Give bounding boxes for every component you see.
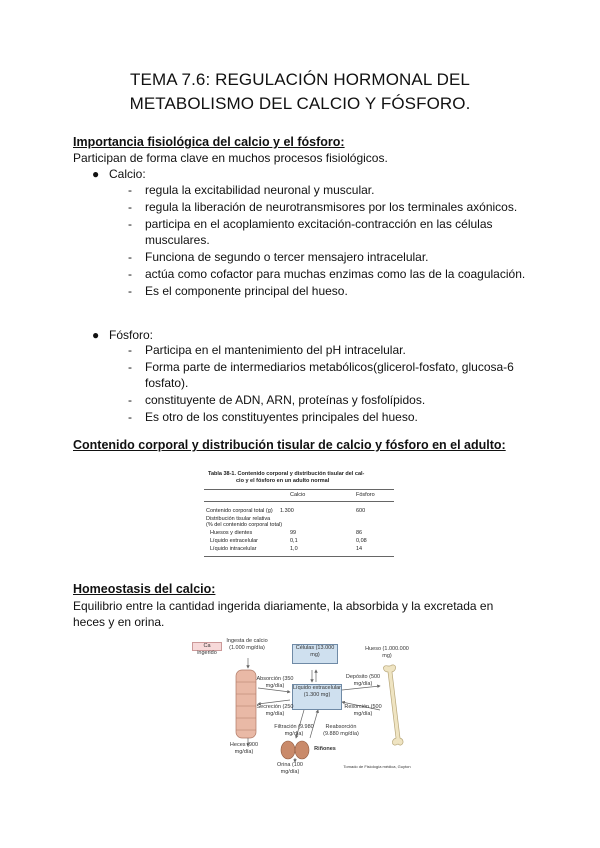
label-ingesta: Ingesta de calcio (1.000 mg/día) bbox=[226, 638, 268, 651]
label-secrecion: Secreción (250 mg/día) bbox=[256, 704, 294, 717]
table-rule bbox=[204, 556, 394, 557]
table-cell-calcio: 1,0 bbox=[290, 546, 298, 552]
table-cell-label: Líquido intracelular bbox=[210, 546, 257, 552]
homeostasis-text-1: Equilibrio entre la cantidad ingerida diariamente, la absorbida y la excretada en bbox=[73, 599, 494, 613]
image-credit: Tomado de Fisiología médica, Guyton bbox=[343, 764, 411, 769]
table-rule bbox=[204, 489, 394, 490]
label-deposito: Depósito (500 mg/día) bbox=[345, 674, 381, 687]
label-absorcion: Absorción (350 mg/día) bbox=[256, 676, 294, 689]
table-cell-label: Huesos y dientes bbox=[210, 530, 253, 536]
bullet-fosforo-label: Fósforo: bbox=[109, 328, 154, 342]
list-item: - participa en el acoplamiento excitación-contracción en las células musculares. bbox=[128, 216, 528, 248]
table-row bbox=[206, 522, 396, 528]
box-liquido-extracelular: Líquido extracelular (1.300 mg) bbox=[292, 684, 342, 710]
section-heading-contenido: Contenido corporal y distribución tisular de calcio y fósforo en el adulto: bbox=[73, 438, 506, 452]
table-row bbox=[206, 538, 396, 544]
title-line-1: TEMA 7.6: REGULACIÓN HORMONAL DEL bbox=[130, 70, 470, 89]
label-rinones: Riñones bbox=[314, 746, 336, 752]
ingested-tag: Ca ingerido bbox=[192, 642, 222, 651]
section-intro: Participan de forma clave en muchos procesos fisiológicos. bbox=[73, 151, 388, 165]
list-item: - regula la excitabilidad neuronal y muscular. bbox=[128, 182, 528, 198]
label-orina: Orina (100 mg/día) bbox=[277, 762, 303, 775]
table-rule bbox=[204, 501, 394, 502]
table-cell-fosforo: 14 bbox=[356, 546, 363, 552]
table-cell-fosforo: 0,08 bbox=[356, 538, 367, 544]
table-cell-label: Líquido extracelular bbox=[210, 538, 259, 544]
table-cell-fosforo: 86 bbox=[356, 530, 363, 536]
title-line-2: METABOLISMO DEL CALCIO Y FÓSFORO. bbox=[129, 94, 471, 113]
list-item: - Forma parte de intermediarios metabólicos(glicerol-fosfato, glucosa-6 fosfato). bbox=[128, 359, 528, 391]
table-row bbox=[206, 530, 396, 536]
bullet-dot-icon: ● bbox=[92, 328, 100, 342]
label-resorcion: Resorción (500 mg/día) bbox=[344, 704, 382, 717]
list-item: - actúa como cofactor para muchas enzimas como las de la coagulación. bbox=[128, 266, 528, 282]
label-heces: Heces (900 mg/día) bbox=[229, 742, 259, 755]
table-caption-1: Tabla 38-1. Contenido corporal y distribución tisular del cal- bbox=[208, 471, 365, 477]
table-row bbox=[206, 546, 396, 552]
table-caption-2: cio y el fósforo en un adulto normal bbox=[236, 478, 330, 484]
list-item: - regula la liberación de neurotransmisores por los terminales axónicos. bbox=[128, 199, 528, 215]
table-col-fosforo: Fósforo bbox=[356, 492, 375, 498]
table-row bbox=[206, 508, 396, 514]
table-cell-calcio: 0,1 bbox=[290, 538, 298, 544]
bullet-fosforo bbox=[92, 327, 153, 343]
table-cell-label: Contenido corporal total (g) bbox=[206, 508, 273, 514]
calcio-list bbox=[128, 182, 528, 300]
bullet-calcio-label: Calcio: bbox=[109, 167, 146, 181]
homeostasis-text-2: heces y en orina. bbox=[73, 615, 165, 629]
list-item: - Es otro de los constituyentes principales del hueso. bbox=[128, 409, 528, 425]
label-reabsorcion: Reabsorción (9.880 mg/día) bbox=[323, 724, 359, 737]
table-col-calcio: Calcio bbox=[290, 492, 306, 498]
box-celulas: Células (13.000 mg) bbox=[292, 644, 338, 664]
list-item: - Es el componente principal del hueso. bbox=[128, 283, 528, 299]
list-item: - constituyente de ADN, ARN, proteínas y fosfolípidos. bbox=[128, 392, 528, 408]
kidney-icon bbox=[281, 741, 309, 759]
table-cell-calcio: 1.300 bbox=[280, 508, 294, 514]
list-item: - Participa en el mantenimiento del pH intracelular. bbox=[128, 342, 528, 358]
calcium-homeostasis-diagram bbox=[192, 638, 414, 775]
bullet-dot-icon: ● bbox=[92, 167, 100, 181]
intestine-icon bbox=[236, 670, 256, 738]
distribution-table bbox=[200, 471, 400, 563]
page-title bbox=[60, 68, 540, 116]
label-hueso: Hueso (1.000.000 mg) bbox=[365, 646, 409, 659]
fosforo-list bbox=[128, 342, 528, 426]
bullet-calcio bbox=[92, 166, 146, 182]
table-cell-label: Distribución tisular relativa bbox=[206, 516, 271, 522]
section-heading-homeostasis: Homeostasis del calcio: bbox=[73, 582, 216, 596]
table-cell-fosforo: 600 bbox=[356, 508, 366, 514]
section-heading-importancia: Importancia fisiológica del calcio y el fósforo: bbox=[73, 135, 345, 149]
bone-icon bbox=[384, 665, 404, 745]
table-cell-label: (% del contenido corporal total) bbox=[206, 522, 283, 528]
label-filtracion: Filtración (9.980 mg/día) bbox=[274, 724, 314, 737]
table-cell-calcio: 99 bbox=[290, 530, 297, 536]
list-item: - Funciona de segundo o tercer mensajero intracelular. bbox=[128, 249, 528, 265]
